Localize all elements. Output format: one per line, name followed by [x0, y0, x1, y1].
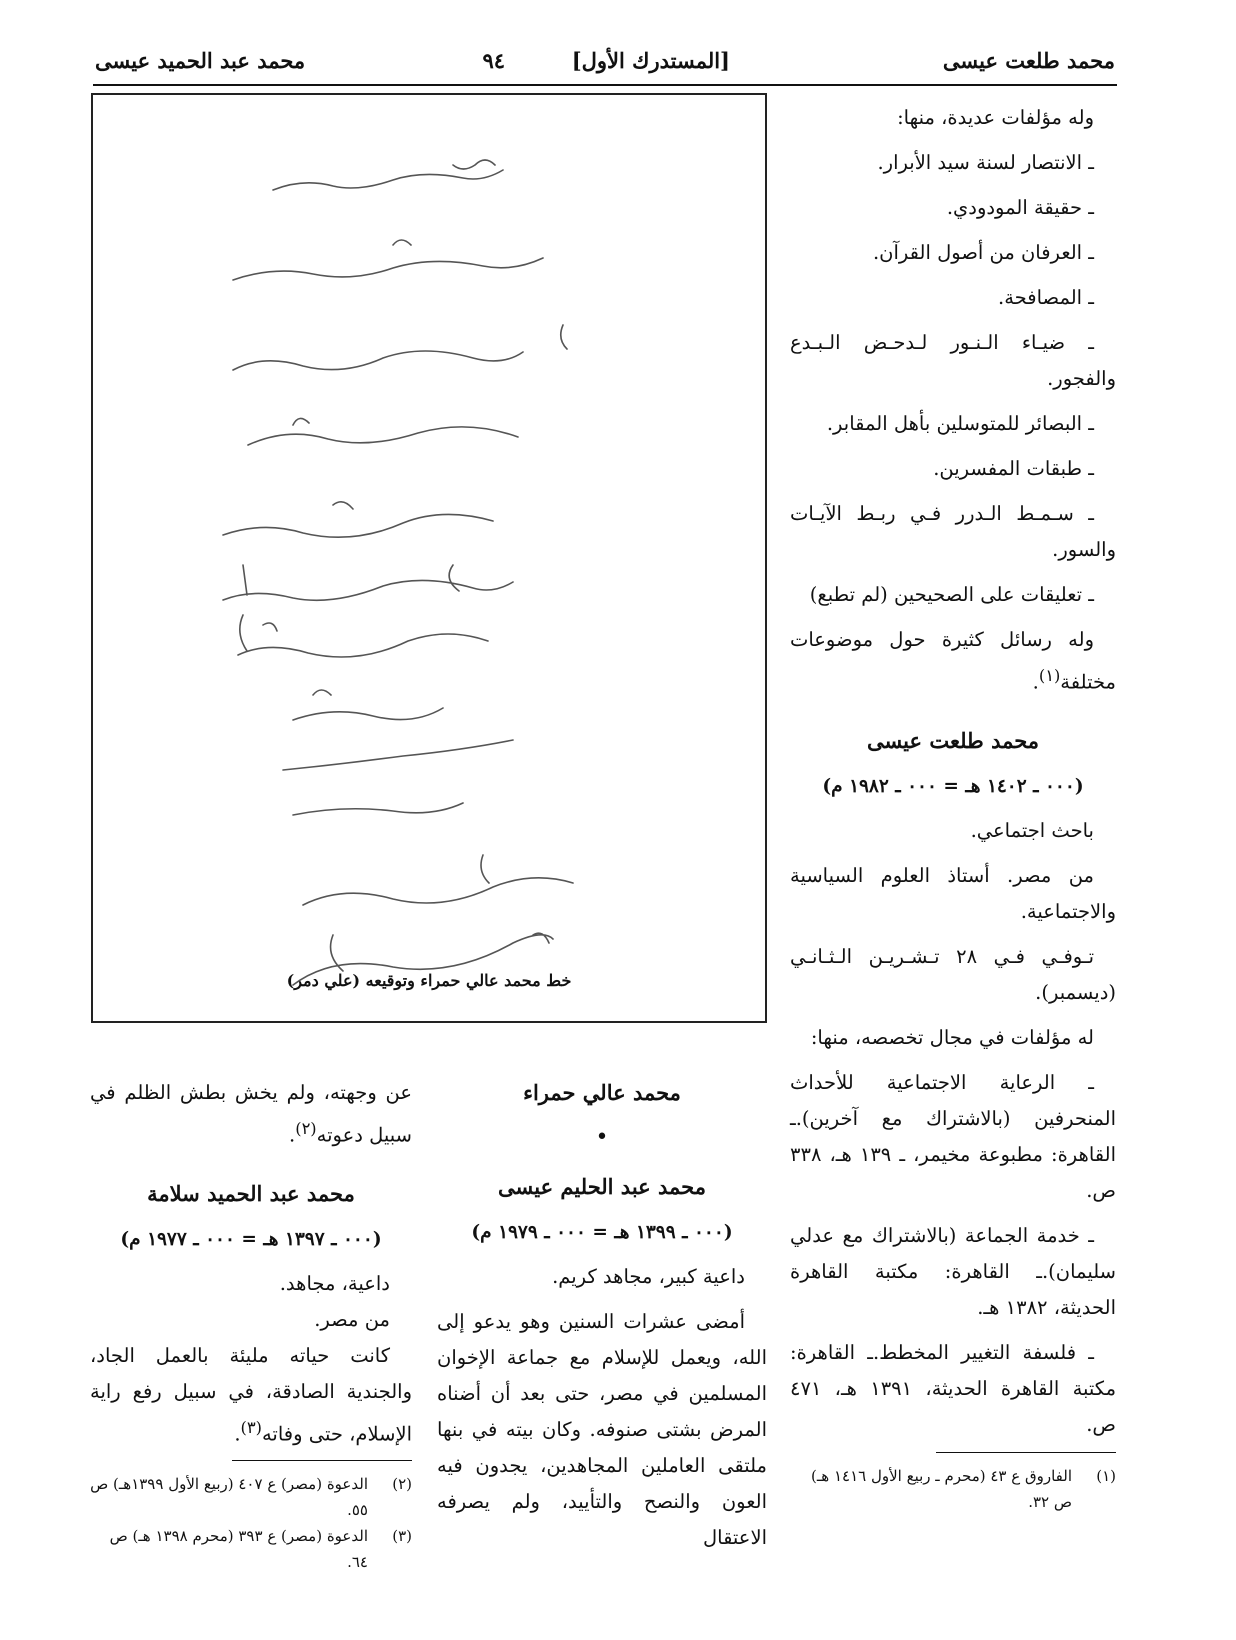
footnote-rule: [936, 1452, 1116, 1453]
header-rule: [93, 84, 1117, 86]
footnote-text: الفاروق ع ٤٣ (محرم ـ ربيع الأول ١٤١٦ هـ) ص ٣٢.: [811, 1466, 1072, 1511]
footnote: [90, 1523, 412, 1575]
work-item: ـ البصائر للمتوسلين بأهل المقابر.: [826, 412, 1094, 435]
footnote: [790, 1463, 1116, 1515]
entry-heading: محمد عبد الحميد سلامة: [147, 1180, 355, 1206]
works-intro: وله مؤلفات عديدة، منها:: [897, 106, 1094, 129]
work-item: ـ طبقات المفسرين.: [933, 457, 1094, 480]
entry-body: أمضى عشرات السنين وهو يدعو إلى الله، ويعمل للإسلام مع جماعة الإخوان المسلمين في مصر، حتى بعد أن أضناه المرض بشتى صنوفه. وكان بيته في بنها ملتقى العاملين المجاهدين، يجدون فيه العون والنصح والتأييد، ولم يصرفه الاعتقال: [437, 1310, 767, 1549]
footnote-ref: (١): [1038, 666, 1061, 685]
footnote-number: (٣): [392, 1527, 412, 1545]
handwriting-figure: [91, 93, 767, 1023]
footnote-text: الدعوة (مصر) ع ٤٠٧ (ربيع الأول ١٣٩٩هـ) ص ٥٥.: [90, 1475, 368, 1519]
entry-body: كانت حياته مليئة بالعمل الجاد، والجندية الصادقة، في سبيل رفع راية الإسلام، حتى وفاته$^{(٣)}$.: [90, 1343, 412, 1445]
footnote: [90, 1471, 412, 1523]
entry-heading: محمد طلعت عيسى: [866, 727, 1040, 753]
closing-text: وله رسائل كثيرة حول موضوعات مختلفة: [790, 628, 1116, 694]
work-item: ـ المصافحة.: [998, 286, 1094, 309]
closing-paragraph: وله رسائل كثيرة حول موضوعات مختلفة$^{(١)}$.: [790, 628, 1116, 694]
continuation-paragraph: عن وجهته، ولم يخش بطش الظلم في سبيل دعوته$^{(٢)}$.: [90, 1081, 412, 1147]
work-item: ـ العرفان من أصول القرآن.: [872, 241, 1094, 264]
footnote-text: الدعوة (مصر) ع ٣٩٣ (محرم ١٣٩٨ هـ) ص ٦٤.: [109, 1527, 368, 1571]
separator-bullet: •: [595, 1125, 609, 1150]
entry-paragraph: من مصر. أستاذ العلوم السياسية والاجتماعية.: [790, 863, 1116, 923]
work-item: ـ الرعاية الاجتماعية للأحداث المنحرفين (بالاشتراك مع آخرين).ـ القاهرة: مطبوعة مخيمر، ـ ١٣٩ هـ، ٣٣٨ ص.: [790, 1070, 1117, 1202]
entry-dates: (٠٠٠ ـ ١٣٩٩ هـ = ٠٠٠ ـ ١٩٧٩ م): [471, 1222, 733, 1243]
work-item: ـ تعليقات على الصحيحين (لم تطبع): [809, 583, 1094, 606]
entry-heading: محمد عبد الحليم عيسى: [498, 1174, 706, 1199]
running-head: [95, 48, 1115, 82]
running-head-left: محمد عبد الحميد عيسى: [95, 48, 306, 73]
work-item: ـ خدمة الجماعة (بالاشتراك مع عدلي سليمان).ـ القاهرة: مكتبة القاهرة الحديثة، ١٣٨٢ هـ.: [790, 1223, 1116, 1319]
entry-origin: من مصر.: [314, 1307, 390, 1331]
entry-paragraph: باحث اجتماعي.: [970, 818, 1094, 842]
handwriting-image: [93, 95, 765, 1021]
entry-dates: (٠٠٠ ـ ١٣٩٧ هـ = ٠٠٠ ـ ١٩٧٧ م): [120, 1228, 382, 1250]
left-column: [90, 1075, 412, 1575]
entry-paragraph: تـوفـي فـي ٢٨ تـشـريـن الـثـانـي (ديسمبر).: [790, 944, 1116, 1004]
footnote-ref: (٣): [240, 1417, 262, 1437]
entry-role: داعية كبير، مجاهد كريم.: [552, 1265, 745, 1288]
work-item: ـ فلسفة التغيير المخطط.ـ القاهرة: مكتبة القاهرة الحديثة، ١٣٩١ هـ، ٤٧١ ص.: [790, 1340, 1117, 1436]
work-item: ـ ضيـاء الـنـور لـدحـض الـبـدع والفجور.: [790, 331, 1116, 390]
figure-caption: خط محمد عالي حمراء وتوقيعه (علي دمر): [286, 971, 572, 990]
footnote-number: (٢): [392, 1475, 412, 1493]
work-item: ـ الانتصار لسنة سيد الأبرار.: [877, 151, 1094, 174]
entry-heading: محمد عالي حمراء: [523, 1080, 681, 1105]
footnote-rule: [232, 1460, 412, 1461]
entry-role: داعية، مجاهد.: [279, 1271, 390, 1295]
work-item: ـ سـمـط الـدرر فـي ربـط الآيـات والسور.: [790, 502, 1116, 561]
page-number: ٩٤: [482, 48, 505, 73]
running-head-right: محمد طلعت عيسى: [942, 48, 1115, 73]
footnote-ref: (٢): [295, 1119, 317, 1138]
running-head-section: [المستدرك الأول]: [571, 48, 730, 73]
right-column: [790, 100, 1116, 1515]
work-item: ـ حقيقة المودودي.: [946, 196, 1094, 219]
middle-column: [437, 1075, 767, 1556]
entry-dates: (٠٠٠ ـ ١٤٠٢ هـ = ٠٠٠ ـ ١٩٨٢ م): [822, 775, 1084, 797]
footnote-number: (١): [1096, 1466, 1116, 1485]
entry-paragraph: له مؤلفات في مجال تخصصه، منها:: [810, 1025, 1094, 1049]
